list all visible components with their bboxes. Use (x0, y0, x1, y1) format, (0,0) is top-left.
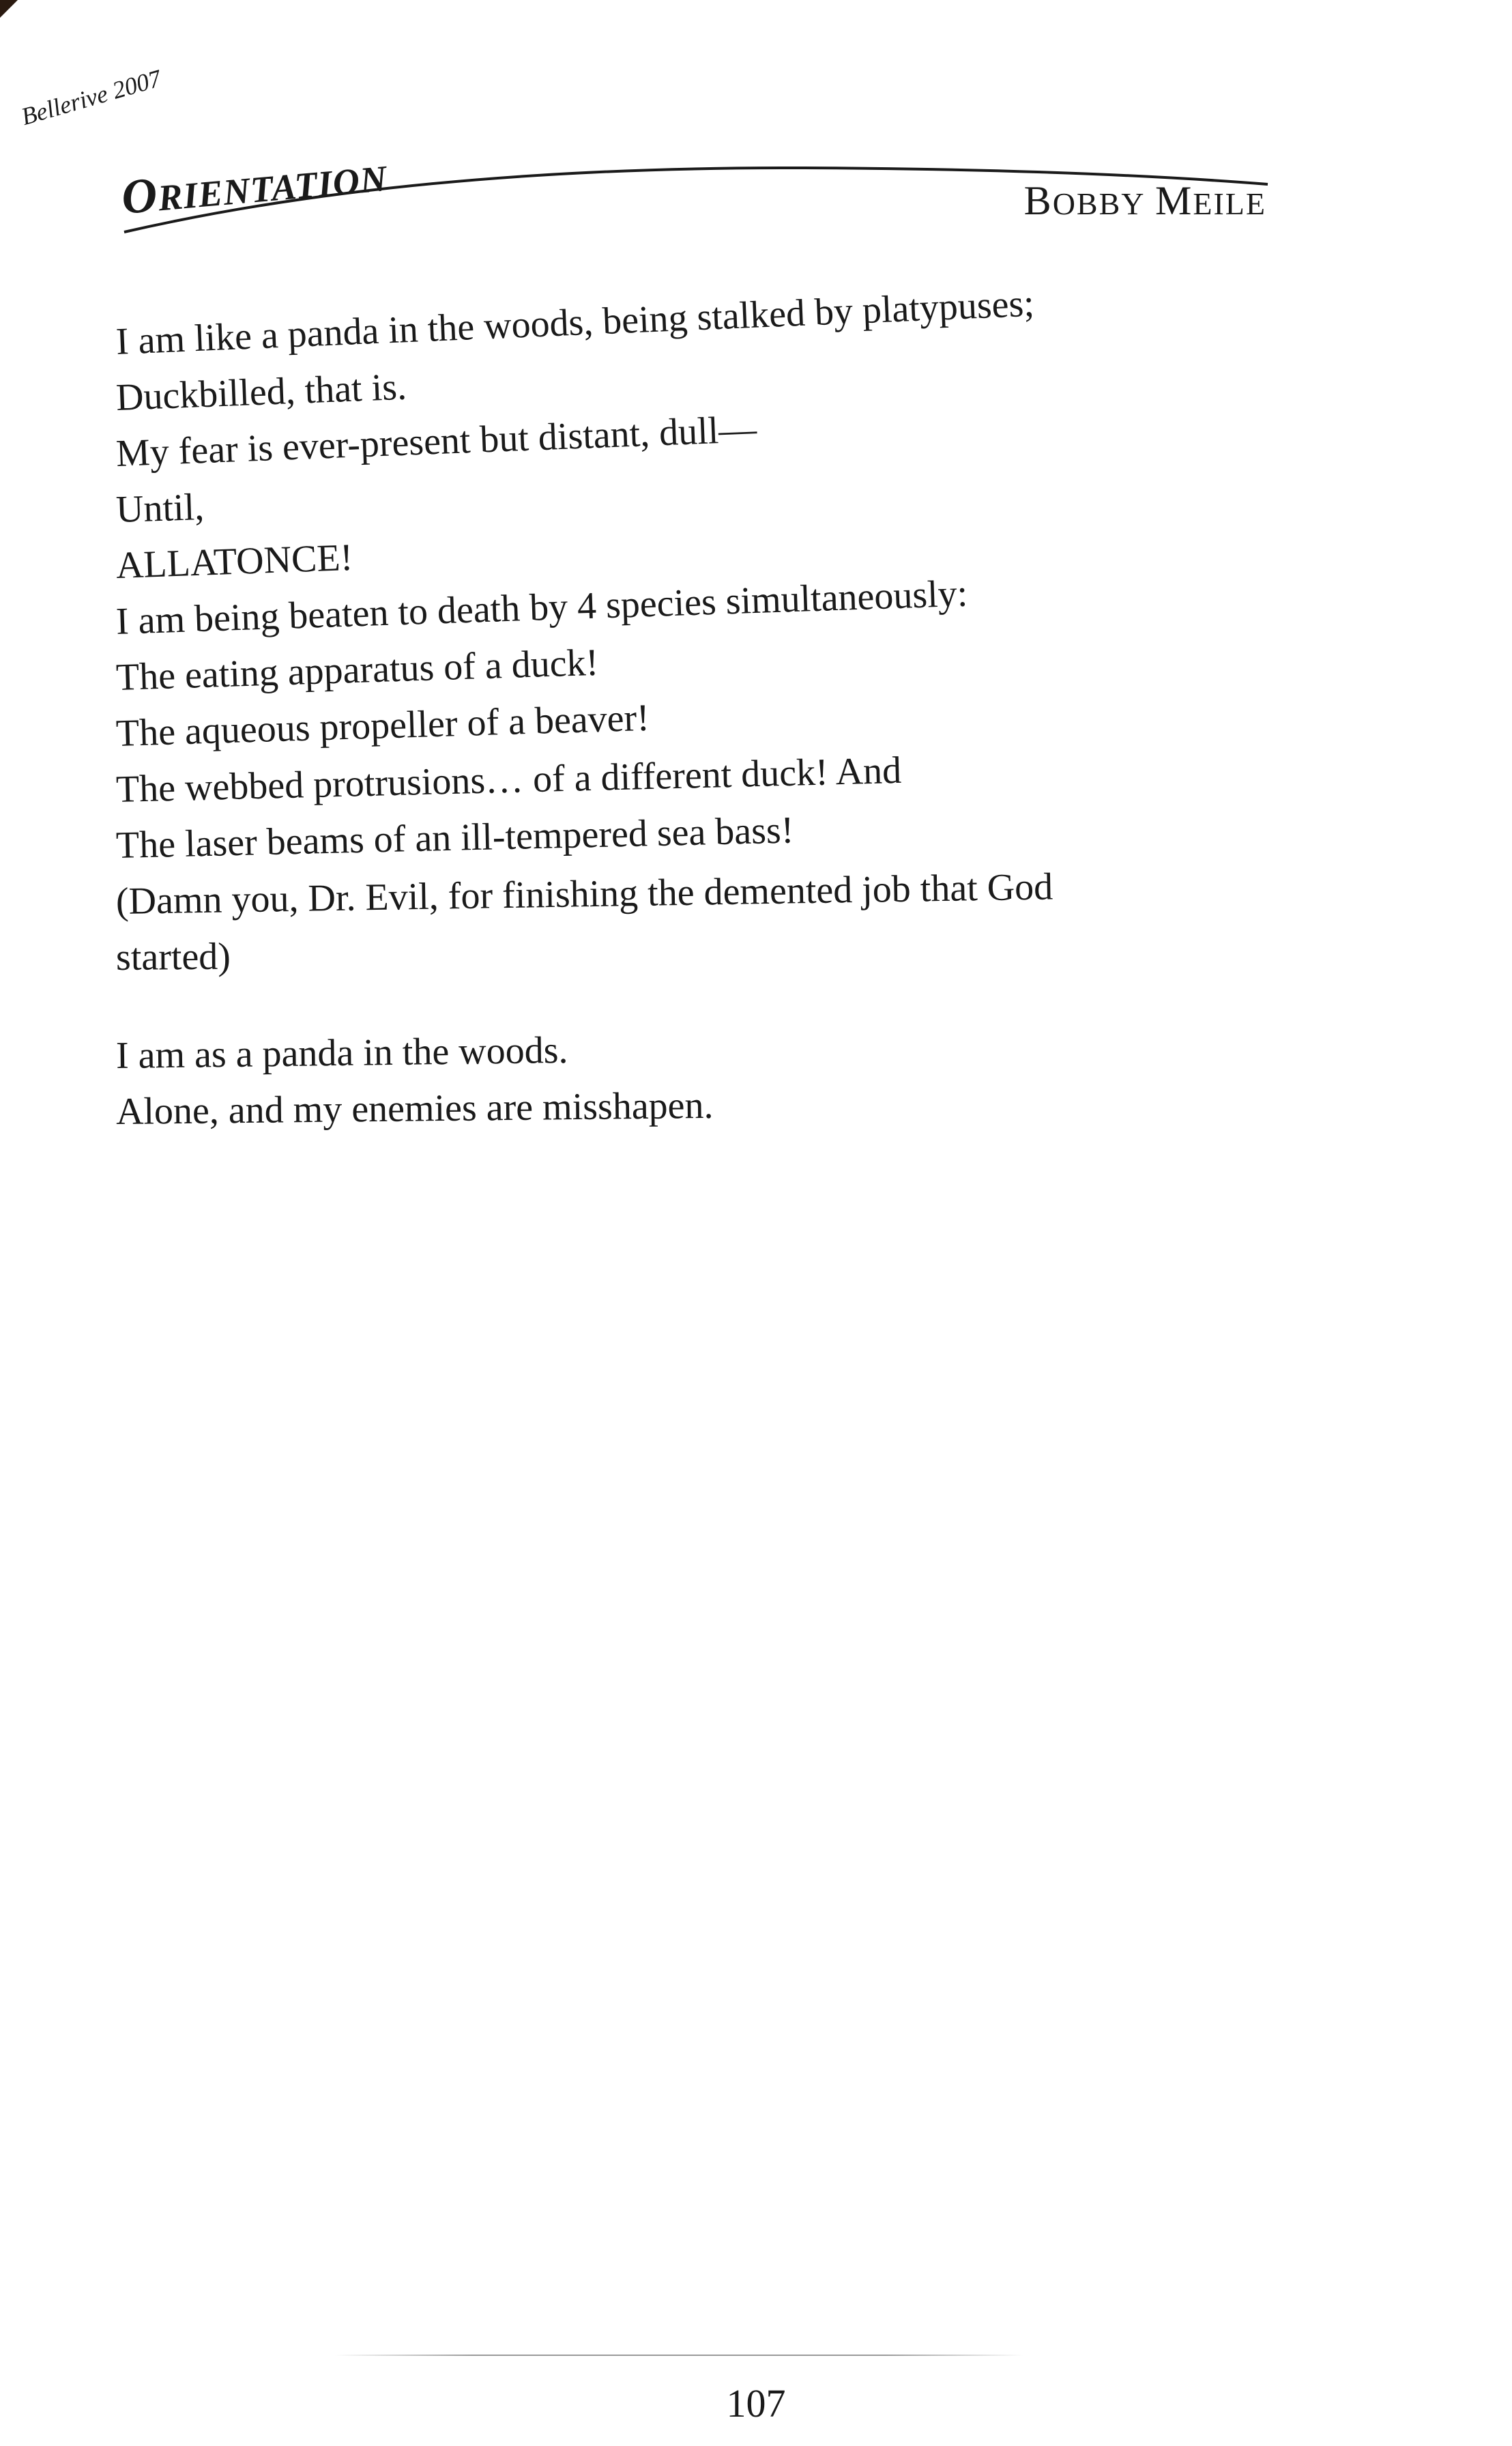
poem-line: The laser beams of an ill-tempered sea bass! (115, 809, 795, 867)
poem-line: (Damn you, Dr. Evil, for finishing the demented job that God (115, 865, 1053, 923)
title-rest: RIENTATION (156, 158, 390, 219)
author-last-rest: EILE (1193, 186, 1266, 221)
author-name (1024, 177, 1266, 225)
poem-line: Alone, and my enemies are misshapen. (115, 1084, 714, 1133)
poem-line: I am being beaten to death by 4 species simultaneously: (115, 572, 969, 643)
author-first-initial: B (1023, 178, 1053, 223)
author-last-initial: M (1155, 178, 1193, 223)
stanza (116, 1028, 1276, 1140)
poem-line: ALLATONCE! (115, 536, 354, 587)
page-corner-mark (0, 0, 18, 18)
running-head: Bellerive 2007 (18, 64, 164, 131)
poem-line: The webbed protrusions… of a different duck! And (115, 749, 902, 811)
page-number: 107 (726, 2381, 786, 2426)
footer-rule (334, 2355, 1023, 2356)
poem-line: Duckbilled, that is. (115, 365, 408, 419)
poem-line: I am as a panda in the woods. (115, 1028, 568, 1077)
poem-line: The eating apparatus of a duck! (115, 641, 600, 699)
poem-line: I am like a panda in the woods, being stalked by platypuses; (115, 282, 1035, 363)
stanza (115, 282, 1276, 985)
poem-line: The aqueous propeller of a beaver! (115, 696, 650, 755)
poem-line: My fear is ever-present but distant, dull— (115, 407, 758, 475)
poem-body (115, 282, 1276, 1140)
author-first-rest: OBBY (1052, 186, 1146, 221)
title-initial: O (119, 167, 160, 225)
poem-line: Until, (115, 485, 205, 531)
poem-line: started) (115, 935, 231, 979)
